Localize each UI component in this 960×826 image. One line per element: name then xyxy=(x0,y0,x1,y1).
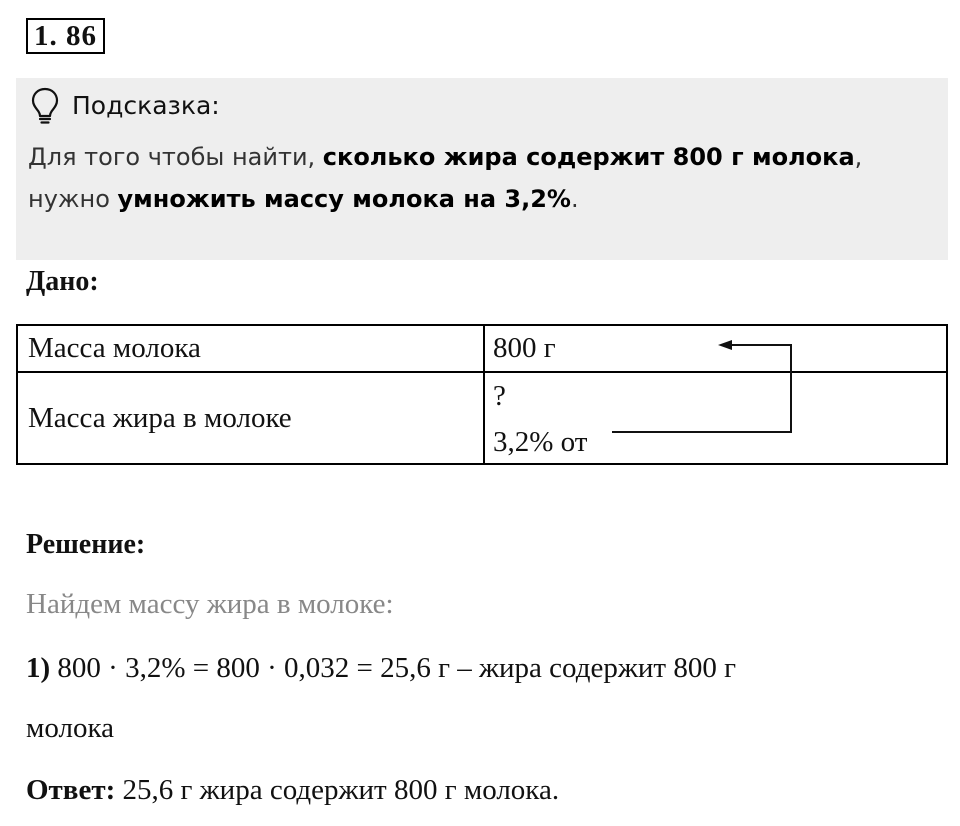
solution-step-1 xyxy=(26,648,736,688)
given-table xyxy=(16,324,948,465)
hint-line1-end: , xyxy=(854,143,863,171)
given-heading: Дано: xyxy=(26,266,99,297)
solution-step-1-continued: молока xyxy=(26,712,114,744)
hint-line1-bold: сколько жира содержит 800 г молока xyxy=(322,143,855,171)
solution-intro: Найдем массу жира в молоке: xyxy=(26,588,394,620)
hint-line2-end: . xyxy=(570,185,579,213)
answer-text: 25,6 г жира содержит 800 г молока. xyxy=(115,774,560,806)
solution-heading: Решение: xyxy=(26,529,146,560)
step-1-label: 1) xyxy=(26,652,51,684)
milk-mass-value: 800 г xyxy=(493,332,556,364)
hint-box xyxy=(16,78,948,260)
lightbulb-icon xyxy=(30,86,60,126)
hint-title: Подсказка: xyxy=(72,91,220,120)
fat-mass-unknown: ? xyxy=(493,380,506,412)
step-1-text: 800 · 3,2% = 800 · 0,032 = 25,6 г – жира содержит 800 г xyxy=(50,652,736,684)
hint-text xyxy=(28,136,943,220)
fat-mass-percent: 3,2% от xyxy=(493,426,588,458)
problem-number: 1. 86 xyxy=(26,18,105,54)
fat-mass-label: Масса жира в молоке xyxy=(28,402,292,434)
answer xyxy=(26,770,559,810)
answer-label: Ответ: xyxy=(26,774,116,806)
reference-arrow xyxy=(18,326,946,463)
hint-line2-plain: нужно xyxy=(28,185,118,213)
hint-line2-bold: умножить массу молока на 3,2% xyxy=(117,185,571,213)
hint-line1-plain: Для того чтобы найти, xyxy=(28,143,323,171)
milk-mass-label: Масса молока xyxy=(28,332,201,364)
